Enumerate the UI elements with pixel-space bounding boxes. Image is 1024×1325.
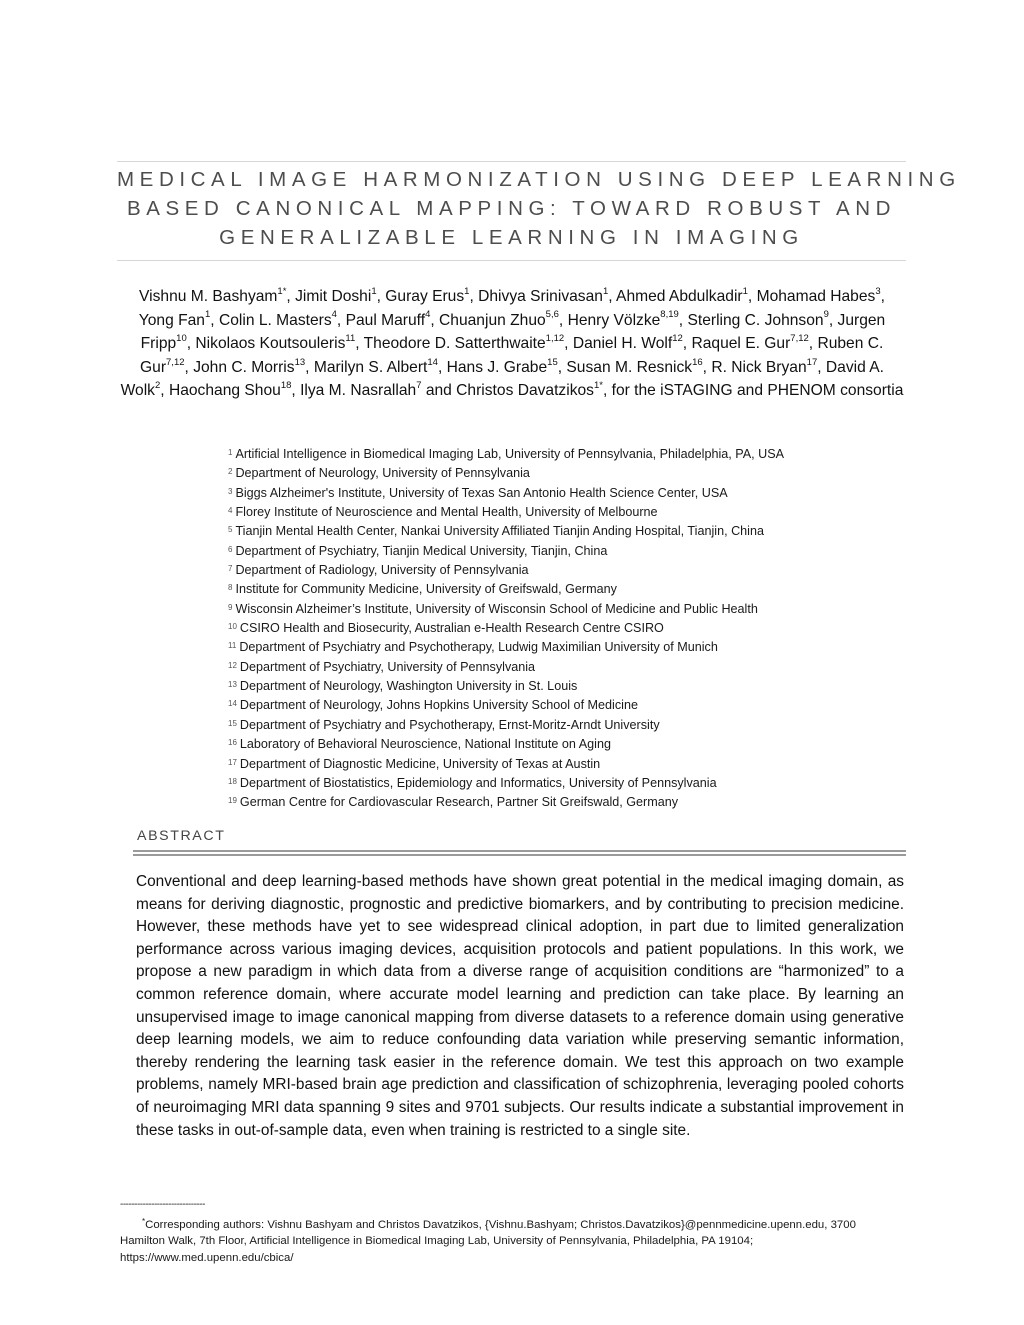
affiliation-text: Department of Psychiatry and Psychotherapy, Ludwig Maximilian University of Munich [239,640,718,655]
author-affiliation-marker: 8,19 [660,309,679,321]
affiliation-text: Department of Neurology, Washington University in St. Louis [239,679,578,694]
affiliation-number: 1 [228,448,233,457]
affiliation-item [228,502,908,521]
author-name: Chuanjun Zhuo [439,311,546,329]
affiliation-number: 9 [228,602,233,612]
author-affiliation-marker: 5,6 [545,309,559,321]
affiliation-number: 17 [228,757,237,767]
author-affiliation-marker: 11 [345,333,356,344]
affiliation-number: 16 [228,738,237,748]
author-affiliation-marker: 4 [331,309,337,321]
title-line-1: MEDICAL IMAGE HARMONIZATION USING DEEP LEARNING [117,168,961,191]
affiliation-number: 3 [228,486,233,496]
affiliation-text: Florey Institute of Neuroscience and Mental Health, University of Melbourne [235,505,658,520]
abstract-rule-double [133,854,906,856]
author-name: Marilyn S. Albert [313,358,428,376]
author-affiliation-marker: 1 [204,309,211,321]
author-name: Susan M. Resnick [566,358,693,376]
corresponding-author-footnote [120,1214,904,1266]
affiliation-number: 15 [228,718,237,728]
affiliation-item [228,715,908,734]
author-name: Jimit Doshi [295,288,372,305]
affiliation-text: Department of Biostatistics, Epidemiology and Informatics, University of Pennsylvania [239,775,717,790]
affiliation-item [228,541,908,560]
affiliation-text: Department of Psychiatry and Psychotherapy, Ernst-Moritz-Arndt University [239,717,660,732]
footnote-text: Corresponding authors: Vishnu Bashyam and Christos Davatzikos, {Vishnu.Bashyam; Christos.Davatzikos}@pennmedicine.upenn.edu, 3700 Hamilton Walk, 7th Floor, Artificial Intelligence in Biomedical Imaging Lab, University of Pennsylvania, Philadelphia, PA 19104; https://www.med.upenn.edu/cbica/ [120,1219,856,1264]
affiliation-number: 18 [228,776,237,786]
affiliation-text: Department of Neurology, Johns Hopkins University School of Medicine [239,698,638,713]
affiliation-item [228,463,908,482]
affiliation-item [228,695,908,714]
author-list: Vishnu M. Bashyam$^{1*}$, Jimit Doshi$^1$, Guray Erus$^1$, Dhivya Srinivasan$^1$, Ahmed Abdulkadir$^1$, Mohamad Habes$^3$, Yong Fan$^1$, Colin L. Masters$^4$, Paul Maruff$^4$, Chuanjun Zhuo$^{5,6}$, Henry Völzke$^{8,19}$, Sterling C. Johnson$^9$, Jurgen Fripp$^{10}$, Nikolaos Koutsouleris$^{11}$, Theodore D. Satterthwaite$^{1,12}$, Daniel H. Wolf$^{12}$, Raquel E. Gur$^{7,12}$, Ruben C. Gur$^{7,12}$, John C. Morris$^{13}$, Marilyn S. Albert$^{14}$, Hans J. Grabe$^{15}$, Susan M. Resnick$^{16}$, R. Nick Bryan$^{17}$, David A. Wolk$^2$, Haochang Shou$^{18}$, Ilya M. Nasrallah$^7$ and Christos Davatzikos$^{1*}$, for the iSTAGING and PHENOM consortia [120,285,904,400]
title-bottom-rule [117,260,906,261]
affiliation-item [228,792,908,811]
affiliation-item [228,521,908,540]
affiliation-number: 5 [228,525,233,535]
author-affiliation-marker: 2 [154,380,161,392]
author-affiliation-marker: 7,12 [166,356,185,368]
consortia-note: , for the iSTAGING and PHENOM consortia [602,382,904,400]
title-top-rule [117,161,906,162]
affiliation-number: 2 [228,467,233,477]
abstract-heading: ABSTRACT [137,828,226,844]
affiliation-number: 8 [228,583,233,593]
affiliation-number: 6 [228,544,233,554]
author-name: Mohamad Habes [756,288,876,305]
author-name: Ilya M. Nasrallah [300,382,417,400]
author-name: Henry Völzke [567,311,661,329]
affiliation-item [228,734,908,753]
author-affiliation-marker: 3 [875,285,881,297]
affiliation-number: 11 [228,641,237,651]
affiliation-item [228,676,908,695]
author-affiliation-marker: 12 [672,333,683,344]
author-name: Raquel E. Gur [691,335,791,353]
affiliation-text: Institute for Community Medicine, University of Greifswald, Germany [235,582,617,597]
author-affiliation-marker: 1* [277,285,287,297]
author-affiliation-marker: 4 [425,309,431,321]
affiliation-text: CSIRO Health and Biosecurity, Australian e-Health Research Centre CSIRO [239,621,664,636]
author-affiliation-marker: 1 [464,285,470,297]
author-name: R. Nick Bryan [711,358,807,376]
affiliation-number: 7 [228,564,233,574]
title-line-3: GENERALIZABLE LEARNING IN IMAGING [219,226,804,249]
author-affiliation-marker: 14 [427,356,438,368]
footnote-separator: ------------------------------ [120,1199,205,1210]
affiliation-text: German Centre for Cardiovascular Research, Partner Sit Greifswald, Germany [239,795,679,810]
author-name: Hans J. Grabe [446,358,548,376]
author-affiliation-marker: 17 [806,356,818,368]
affiliation-text: Department of Psychiatry, University of Pennsylvania [239,659,536,674]
affiliation-item [228,618,908,637]
affiliation-text: Biggs Alzheimer's Institute, University of Texas San Antonio Health Science Center, USA [235,485,728,500]
affiliation-number: 14 [228,699,237,709]
author-affiliation-marker: 7,12 [790,333,809,344]
author-name: Daniel H. Wolf [572,335,673,353]
author-affiliation-marker: 7 [416,380,422,392]
author-affiliation-marker: 1,12 [545,333,565,344]
affiliation-text: Department of Radiology, University of Pennsylvania [235,563,529,578]
author-affiliation-marker: 13 [294,356,306,368]
author-name: Nikolaos Koutsouleris [195,335,346,353]
affiliation-item [228,657,908,676]
affiliation-text: Laboratory of Behavioral Neuroscience, National Institute on Aging [239,737,611,752]
affiliation-number: 12 [228,660,237,670]
author-name: Ruben C. Gur [140,335,884,376]
affiliation-number: 19 [228,796,237,806]
affiliation-item [228,599,908,618]
affiliation-text: Department of Psychiatry, Tianjin Medical University, Tianjin, China [235,543,608,558]
author-affiliation-marker: 9 [823,309,829,321]
affiliation-item [228,560,908,579]
affiliation-item [228,773,908,792]
paper-title [117,165,961,252]
affiliation-item [228,444,908,463]
abstract-body: Conventional and deep learning-based methods have shown great potential in the medical imaging domain, as means for deriving diagnostic, prognostic and predictive biomarkers, and by contributing to precision medicine. However, these methods have yet to see widespread clinical adoption, in part due to limited generalization performance across various imaging devices, acquisition protocols and patient populations. In this work, we propose a new paradigm in which data from a diverse range of acquisition conditions are “harmonized” to a common reference domain, where accurate model learning and prediction can take place. By learning an unsupervised image to image canonical mapping from diverse datasets to a reference domain using generative deep learning models, we aim to reduce confounding data variation while preserving semantic information, thereby rendering the learning task easier in the reference domain. We test this approach on two example problems, namely MRI-based brain age prediction and classification of schizophrenia, leveraging pooled cohorts of neuroimaging MRI data spanning 9 sites and 9701 subjects. Our results indicate a substantial improvement in these tasks in out-of-sample data, even when training is restricted to a single site. [136,873,904,1139]
author-affiliation-marker: 1 [742,285,748,297]
author-name: Haochang Shou [168,382,281,400]
author-name: Ahmed Abdulkadir [616,288,743,305]
affiliation-item [228,637,908,656]
affiliation-number: 10 [228,622,237,632]
affiliation-text: Wisconsin Alzheimer’s Institute, University of Wisconsin School of Medicine and Public Health [235,601,758,616]
affiliation-list [228,444,908,812]
author-name: John C. Morris [193,358,295,376]
author-name: Dhivya Srinivasan [478,288,603,305]
affiliation-number: 13 [228,680,237,690]
title-line-2: BASED CANONICAL MAPPING: TOWARD ROBUST AND [126,197,897,220]
author-affiliation-marker: 10 [176,333,187,344]
affiliation-text: Artificial Intelligence in Biomedical Imaging Lab, University of Pennsylvania, Philadelphia, PA, USA [235,447,785,461]
affiliation-text: Department of Diagnostic Medicine, University of Texas at Austin [239,756,601,771]
author-name: Paul Maruff [345,311,426,329]
author-affiliation-marker: 1 [602,285,609,297]
author-name: Christos Davatzikos [456,382,594,400]
abstract-rule [133,850,906,852]
affiliation-item [228,754,908,773]
author-name: Guray Erus [385,288,465,305]
author-affiliation-marker: 18 [280,380,292,392]
affiliation-number: 4 [228,506,233,516]
author-name: Jurgen Fripp [140,311,886,353]
author-name: Sterling C. Johnson [687,311,824,329]
footnote-marker: * [142,1217,146,1226]
author-name: Colin L. Masters [218,311,332,329]
affiliation-item [228,483,908,502]
author-affiliation-marker: 1* [593,380,603,392]
author-name: David A. Wolk [120,358,884,400]
author-affiliation-marker: 1 [371,285,377,297]
author-affiliation-marker: 15 [547,356,558,368]
affiliation-text: Department of Neurology, University of Pennsylvania [235,466,530,481]
author-name: Theodore D. Satterthwaite [363,335,546,353]
author-name: Yong Fan [138,311,205,329]
affiliation-item [228,579,908,598]
author-affiliation-marker: 16 [692,356,703,368]
affiliation-text: Tianjin Mental Health Center, Nankai University Affiliated Tianjin Anding Hospital, Tianjin, China [235,524,764,539]
author-name: Vishnu M. Bashyam [139,288,278,305]
